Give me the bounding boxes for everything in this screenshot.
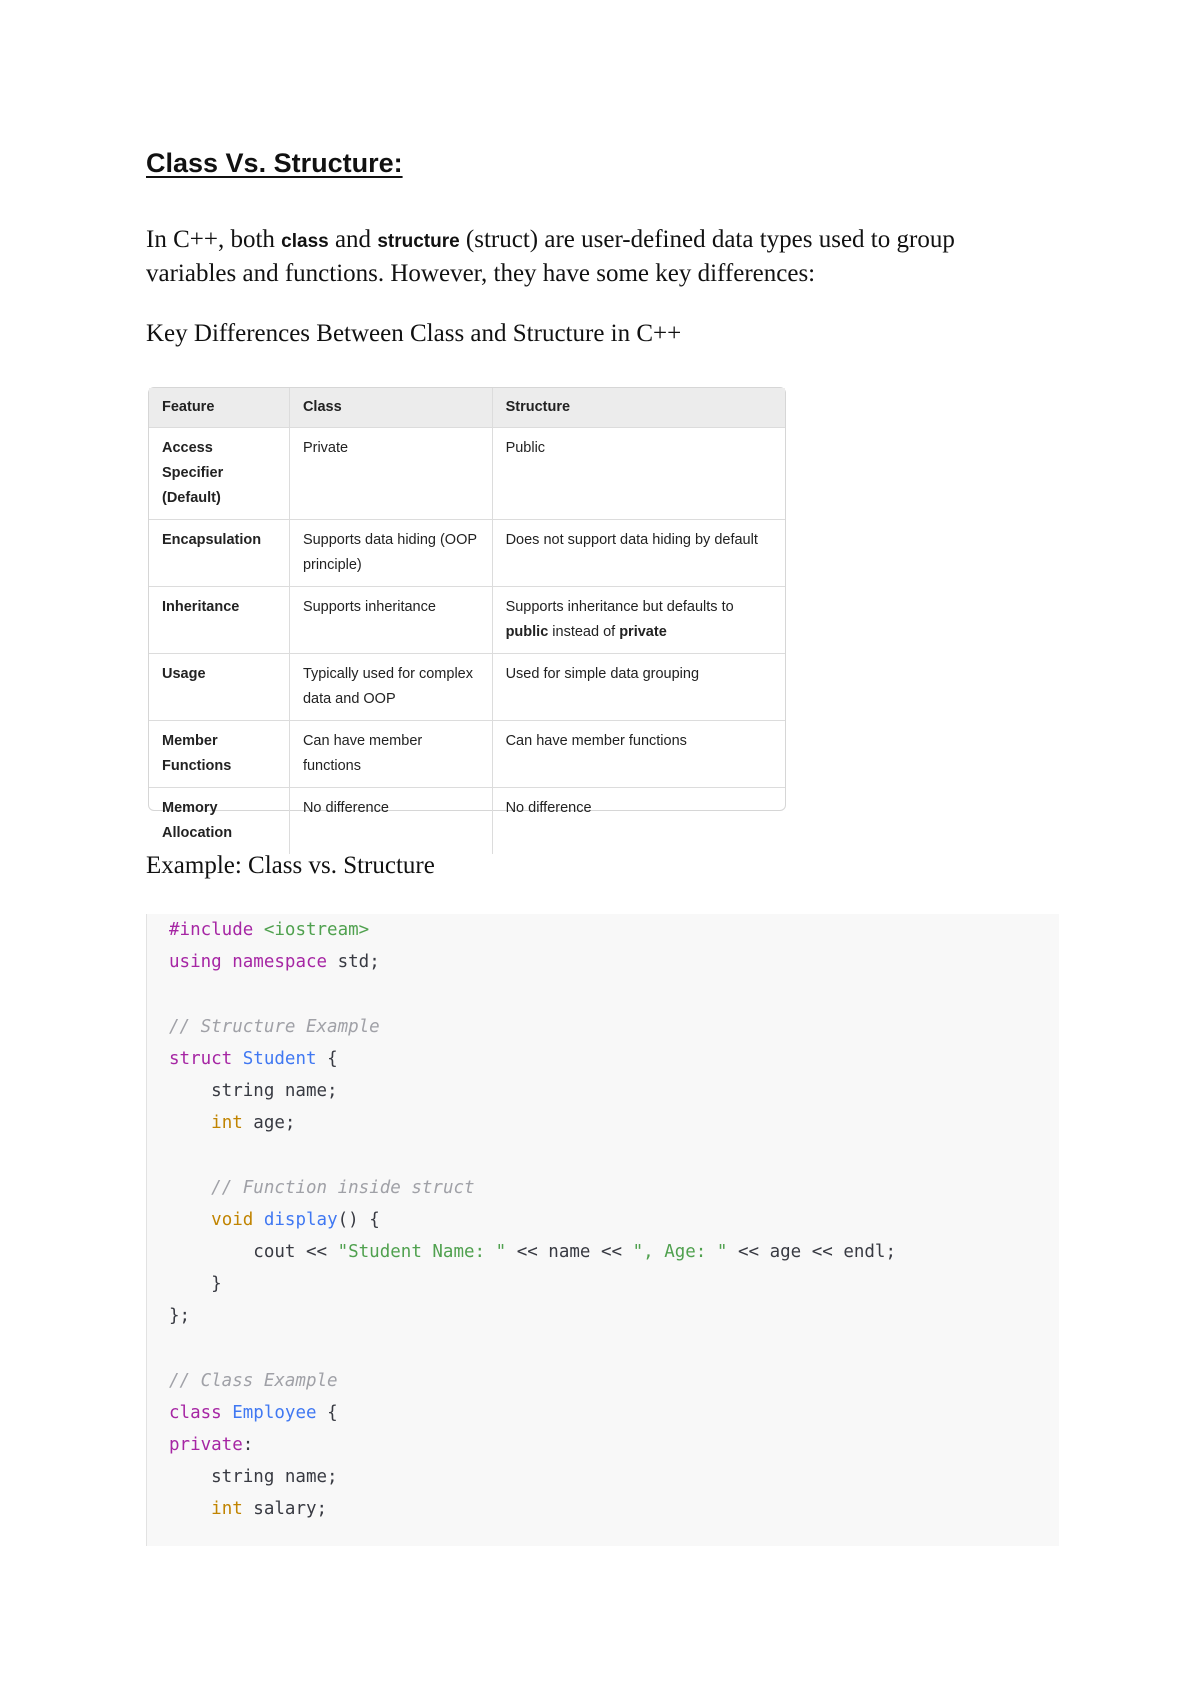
code-token: << age << endl; [727, 1241, 896, 1262]
code-token: std; [327, 952, 380, 973]
code-line [169, 1043, 896, 1075]
table-row [149, 520, 785, 587]
structure-public-word: public [505, 624, 549, 640]
structure-cell: Does not support data hiding by default [492, 520, 785, 587]
intro-structure-word: structure [377, 231, 460, 252]
code-line [169, 1493, 896, 1525]
code-indent [169, 1210, 211, 1230]
code-token: display [263, 1209, 338, 1230]
code-token: int [211, 1499, 243, 1520]
code-token: salary; [242, 1499, 328, 1520]
feature-cell: Encapsulation [149, 520, 289, 587]
code-line [169, 1075, 896, 1107]
code-line [169, 1300, 896, 1332]
code-line [169, 1172, 896, 1204]
class-cell: Can have member functions [289, 721, 492, 788]
code-token: #include [169, 920, 254, 940]
feature-cell: Memory Allocation [149, 788, 289, 855]
header-feature: Feature [149, 388, 289, 428]
comparison-table [148, 387, 786, 841]
code-token: <iostream> [253, 920, 370, 940]
structure-private-word: private [619, 624, 667, 640]
table-row [149, 721, 785, 788]
code-line [169, 1397, 896, 1429]
code-token: { [316, 1048, 338, 1069]
code-indent [169, 1499, 211, 1519]
intro-text: (struct) are user-defined data types used to group variables and functions. However, they have some key differences: [146, 226, 955, 287]
code-line [169, 1236, 896, 1268]
example-heading: Example: Class vs. Structure [146, 852, 435, 879]
code-token: }; [169, 1306, 191, 1327]
table-heading: Key Differences Between Class and Structure in C++ [146, 320, 682, 347]
code-token: Employee [232, 1402, 317, 1423]
code-line [169, 1365, 896, 1397]
table-row [149, 654, 785, 721]
code-line [169, 1461, 896, 1493]
code-token: private [169, 1435, 243, 1455]
code-token: string name; [169, 1467, 338, 1488]
structure-cell: No difference [505, 800, 592, 816]
class-cell: Typically used for complex data and OOP [289, 654, 492, 721]
page-title: Class Vs. Structure: [146, 148, 403, 178]
code-line [169, 914, 896, 946]
structure-cell: Used for simple data grouping [492, 654, 785, 721]
table-row [149, 428, 785, 520]
code-line-blank [169, 1139, 896, 1171]
feature-cell: Access Specifier (Default) [149, 428, 289, 520]
code-string: "Student Name: " [337, 1241, 507, 1262]
code-comment: // Class Example [169, 1370, 338, 1391]
code-token: age; [242, 1113, 296, 1134]
table-header-row [149, 388, 785, 428]
code-token: : [242, 1435, 254, 1455]
class-cell: Private [289, 428, 492, 520]
table-row [149, 587, 785, 654]
intro-paragraph [146, 224, 1046, 290]
code-token: string name; [169, 1080, 338, 1101]
code-line [169, 1429, 896, 1461]
code-token: class [169, 1402, 222, 1423]
feature-cell: Member Functions [149, 721, 289, 788]
structure-text: instead of [548, 624, 620, 640]
feature-cell: Usage [149, 654, 289, 721]
code-line [169, 1011, 896, 1043]
code-token: struct [169, 1048, 233, 1069]
code-line-blank [169, 978, 896, 1010]
code-string: ", Age: " [632, 1241, 728, 1262]
code-indent [169, 1113, 211, 1133]
code-token: () { [337, 1209, 380, 1230]
structure-cell: Public [492, 428, 785, 520]
code-token: cout << [169, 1241, 338, 1262]
code-line-blank [169, 1332, 896, 1364]
code-token: { [316, 1402, 338, 1423]
class-cell: No difference [289, 788, 492, 855]
header-class: Class [289, 388, 492, 428]
code-token: void [211, 1209, 254, 1230]
code-token: namespace [232, 952, 328, 973]
code-comment: // Function inside struct [211, 1177, 475, 1198]
class-cell: Supports inheritance [289, 587, 492, 654]
structure-cell: Can have member functions [492, 721, 785, 788]
intro-text: In C++, both [146, 226, 282, 253]
code-block[interactable] [146, 914, 1059, 1546]
code-line [169, 1107, 896, 1139]
table-row [149, 788, 785, 855]
code-line [169, 1204, 896, 1236]
structure-cell [492, 587, 785, 654]
intro-text: and [328, 226, 378, 253]
feature-cell: Inheritance [149, 587, 289, 654]
code-token: Student [242, 1048, 317, 1069]
code-token: int [211, 1113, 243, 1134]
code-token: << name << [506, 1241, 633, 1262]
code-line [169, 946, 896, 978]
class-cell: Supports data hiding (OOP principle) [289, 520, 492, 587]
code-line [169, 1268, 896, 1300]
code-indent [169, 1178, 211, 1198]
code-token: } [169, 1274, 222, 1295]
intro-class-word: class [281, 231, 329, 252]
header-structure: Structure [492, 388, 785, 428]
code-comment: // Structure Example [169, 1016, 380, 1037]
structure-text: Supports inheritance but defaults to [505, 599, 734, 615]
code-token: using [169, 952, 222, 973]
